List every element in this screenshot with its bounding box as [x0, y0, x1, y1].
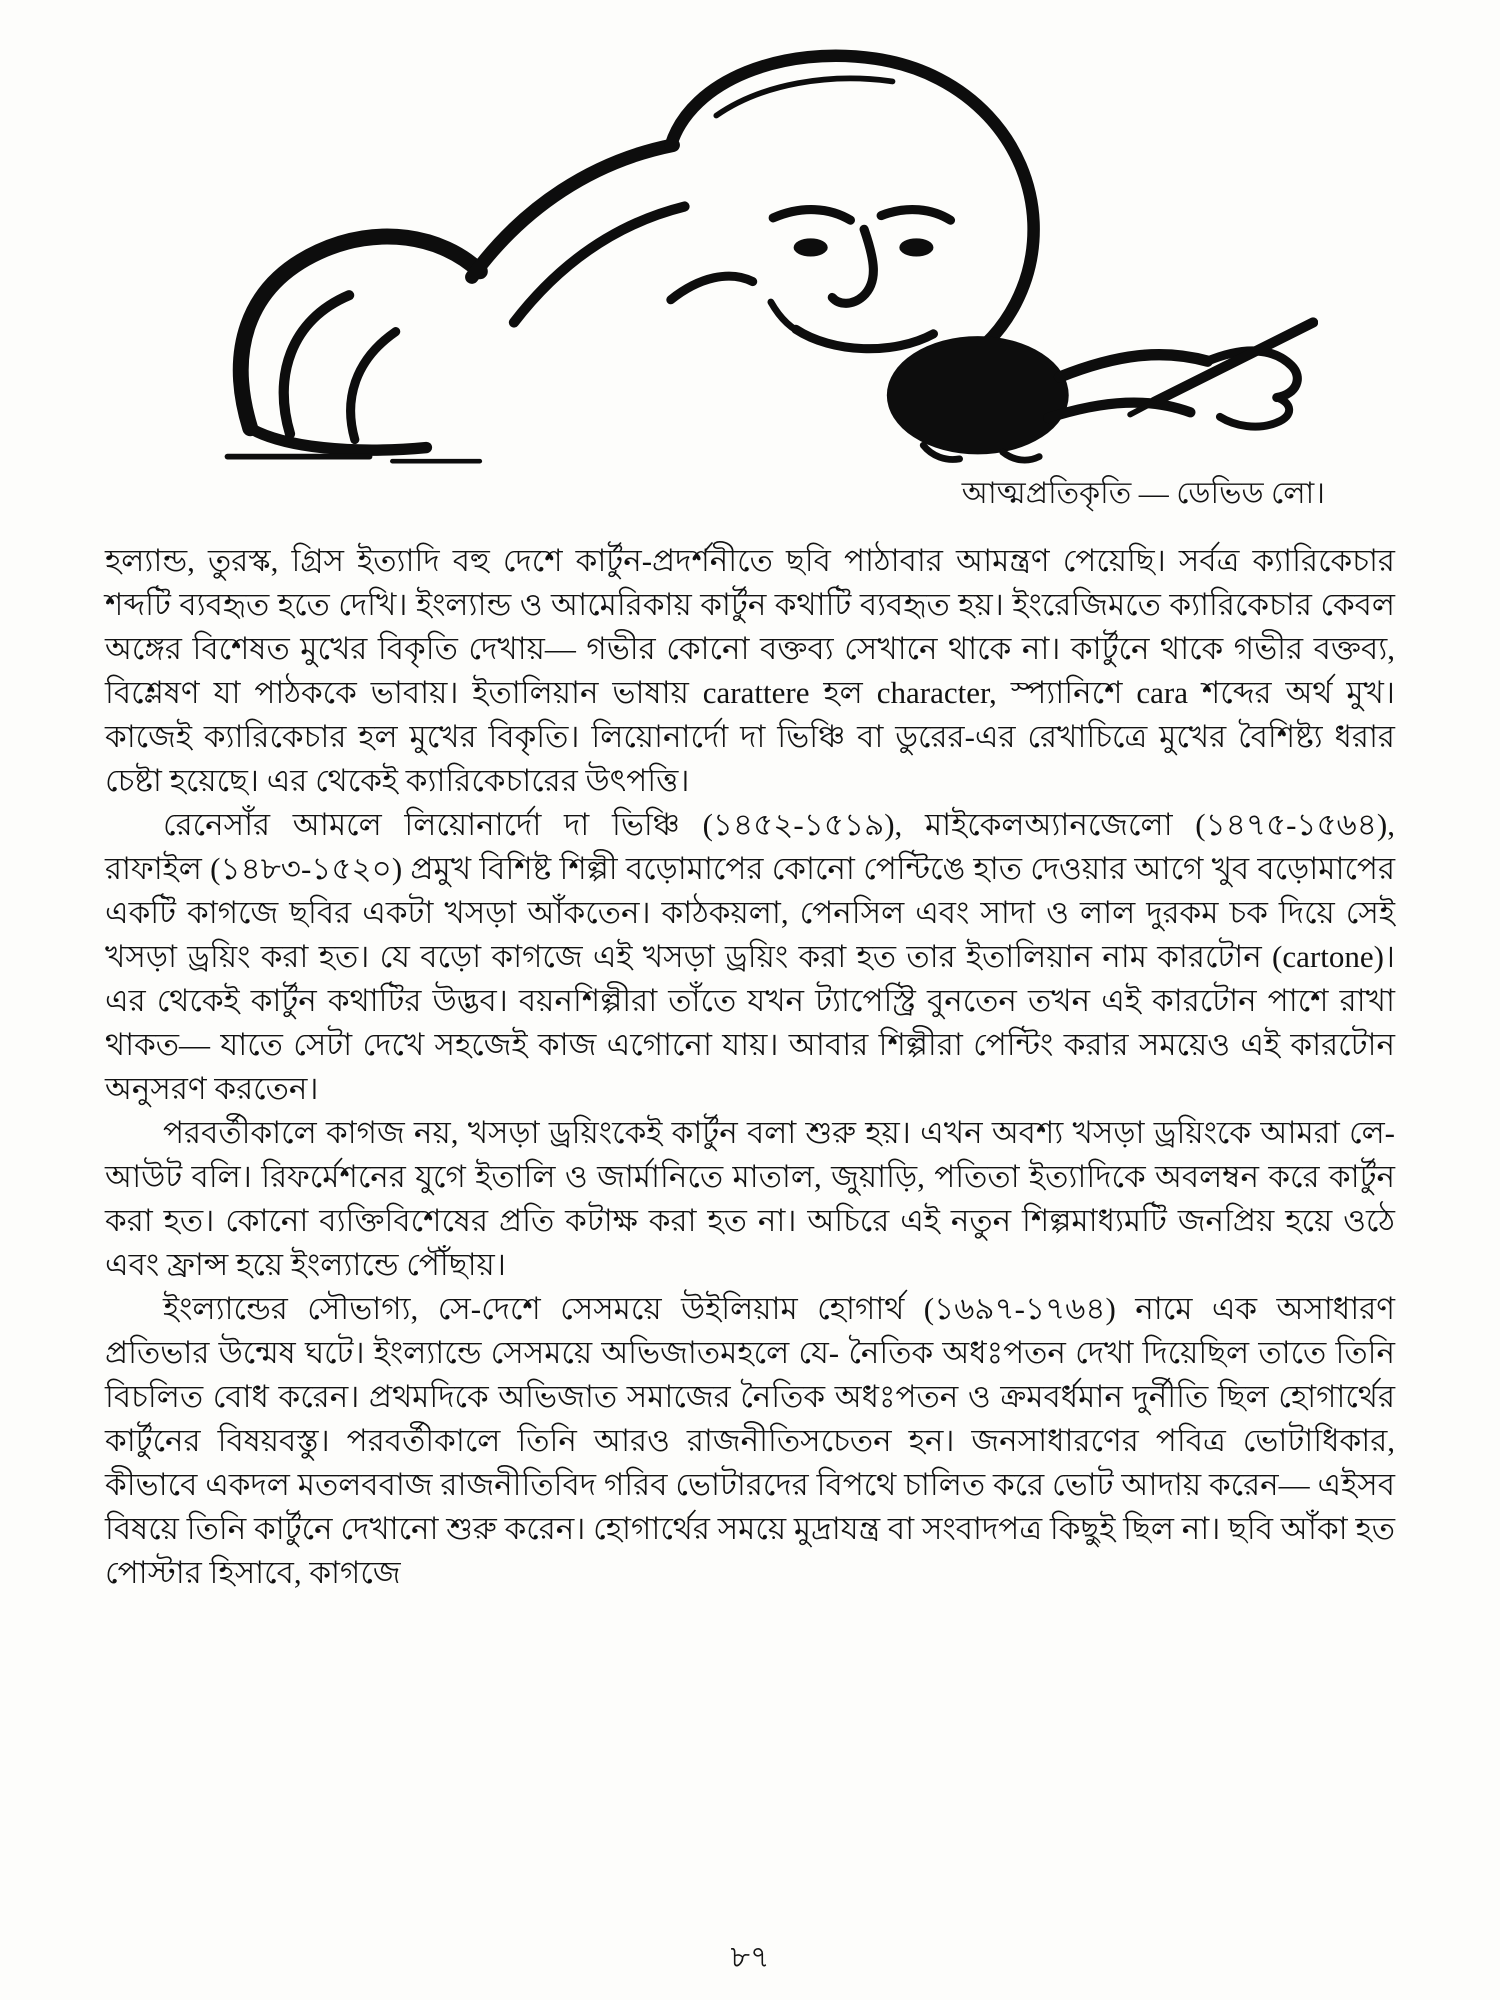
self-portrait-ink-sketch: [182, 36, 1319, 468]
self-portrait-illustration: [105, 36, 1395, 468]
illustration-caption: আত্মপ্রতিকৃতি — ডেভিড লো।: [961, 477, 1325, 510]
body-text: [105, 539, 1395, 1595]
paragraph-1: হল্যান্ড, তুরস্ক, গ্রিস ইত্যাদি বহু দেশে কার্টুন-প্রদর্শনীতে ছবি পাঠাবার আমন্ত্রণ পেয়েছি। সর্বত্র ক্যারিকেচার শব্দটি ব্যবহৃত হতে দেখি। ইংল্যান্ড ও আমেরিকায় কার্টুন কথাটি ব্যবহৃত হয়। ইংরেজিমতে ক্যারিকেচার কেবল অঙ্গের বিশেষত মুখের বিকৃতি দেখায়— গভীর কোনো বক্তব্য সেখানে থাকে না। কার্টুনে থাকে গভীর বক্তব্য, বিশ্লেষণ যা পাঠককে ভাবায়। ইতালিয়ান ভাষায় carattere হল character, স্প্যানিশে cara শব্দের অর্থ মুখ। কাজেই ক্যারিকেচার হল মুখের বিকৃতি। লিয়োনার্দো দা ভিঞ্চি বা ডুরের-এর রেখাচিত্রে মুখের বৈশিষ্ট্য ধরার চেষ্টা হয়েছে। এর থেকেই ক্যারিকেচারের উৎপত্তি।: [105, 543, 1395, 798]
page-number: ৮৭: [730, 1941, 770, 1974]
paragraph-4: ইংল্যান্ডের সৌভাগ্য, সে-দেশে সেসময়ে উইলিয়াম হোগার্থ (১৬৯৭-১৭৬৪) নামে এক অসাধারণ প্রতিভার উন্মেষ ঘটে। ইংল্যান্ডে সেসময়ে অভিজাতমহলে যে- নৈতিক অধঃপতন দেখা দিয়েছিল তাতে তিনি বিচলিত বোধ করেন। প্রথমদিকে অভিজাত সমাজের নৈতিক অধঃপতন ও ক্রমবর্ধমান দুর্নীতি ছিল হোগার্থের কার্টুনের বিষয়বস্তু। পরবর্তীকালে তিনি আরও রাজনীতিসচেতন হন। জনসাধারণের পবিত্র ভোটাধিকার, কীভাবে একদল মতলববাজ রাজনীতিবিদ গরিব ভোটারদের বিপথে চালিত করে ভোট আদায় করেন— এইসব বিষয়ে তিনি কার্টুনে দেখানো শুরু করেন। হোগার্থের সময়ে মুদ্রাযন্ত্র বা সংবাদপত্র কিছুই ছিল না। ছবি আঁকা হত পোস্টার হিসাবে, কাগজে: [105, 1291, 1395, 1590]
paragraph-3: পরবর্তীকালে কাগজ নয়, খসড়া ড্রয়িংকেই কার্টুন বলা শুরু হয়। এখন অবশ্য খসড়া ড্রয়িংকে আমরা লে-আউট বলি। রিফর্মেশনের যুগে ইতালি ও জার্মানিতে মাতাল, জুয়াড়ি, পতিতা ইত্যাদিকে অবলম্বন করে কার্টুন করা হত। কোনো ব্যক্তিবিশেষের প্রতি কটাক্ষ করা হত না। অচিরে এই নতুন শিল্পমাধ্যমটি জনপ্রিয় হয়ে ওঠে এবং ফ্রান্স হয়ে ইংল্যান্ডে পৌঁছায়।: [105, 1115, 1395, 1282]
paragraph-2: রেনেসাঁর আমলে লিয়োনার্দো দা ভিঞ্চি (১৪৫২-১৫১৯), মাইকেলঅ্যানজেলো (১৪৭৫-১৫৬৪), রাফাইল (১৪৮৩-১৫২০) প্রমুখ বিশিষ্ট শিল্পী বড়োমাপের কোনো পেন্টিঙে হাত দেওয়ার আগে খুব বড়োমাপের একটি কাগজে ছবির একটা খসড়া আঁকতেন। কাঠকয়লা, পেনসিল এবং সাদা ও লাল দুরকম চক দিয়ে সেই খসড়া ড্রয়িং করা হত। যে বড়ো কাগজে এই খসড়া ড্রয়িং করা হত তার ইতালিয়ান নাম কারটোন (cartone)। এর থেকেই কার্টুন কথাটির উদ্ভব। বয়নশিল্পীরা তাঁতে যখন ট্যাপেস্ট্রি বুনতেন তখন এই কারটোন পাশে রাখা থাকত— যাতে সেটা দেখে সহজেই কাজ এগোনো যায়। আবার শিল্পীরা পেন্টিং করার সময়েও এই কারটোন অনুসরণ করতেন।: [105, 807, 1395, 1106]
